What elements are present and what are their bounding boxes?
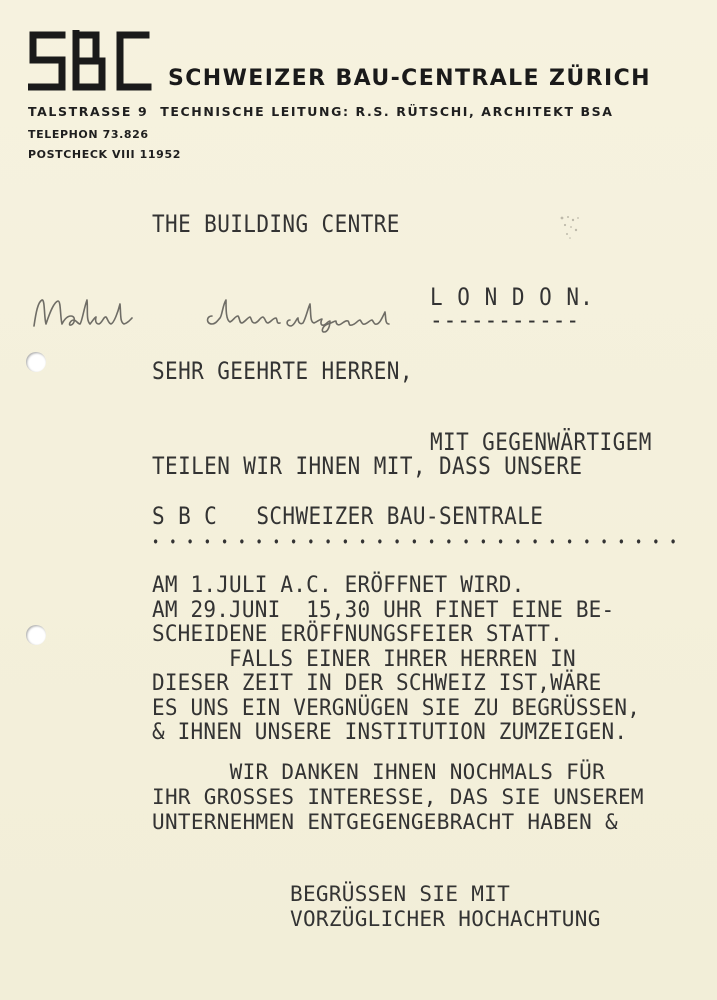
ink-smudge — [556, 212, 592, 242]
telephone: TELEPHON 73.826 — [28, 128, 149, 141]
punch-hole-bottom — [26, 625, 46, 645]
handwritten-note — [30, 290, 450, 335]
organisation-name: S B C SCHWEIZER BAU-SENTRALE — [152, 502, 544, 530]
city-underline: ----------- — [430, 306, 581, 334]
company-name: SCHWEIZER BAU-CENTRALE ZÜRICH — [168, 66, 651, 91]
paragraph-line: SCHEIDENE ERÖFFNUNGSFEIER STATT. — [152, 621, 563, 647]
recipient-name: THE BUILDING CENTRE — [152, 210, 400, 238]
paragraph-line: DIESER ZEIT IN DER SCHWEIZ IST,WÄRE — [152, 670, 602, 696]
body-line-2: TEILEN WIR IHNEN MIT, DASS UNSERE — [152, 452, 583, 480]
salutation: SEHR GEEHRTE HERREN, — [152, 357, 413, 385]
paragraph-line: & IHNEN UNSERE INSTITUTION ZUMZEIGEN. — [152, 719, 628, 745]
thanks-line: UNTERNEHMEN ENTGEGENGEBRACHT HABEN & — [152, 810, 618, 834]
paragraph-line: ES UNS EIN VERGNÜGEN SIE ZU BEGRÜSSEN, — [152, 694, 641, 720]
address-line — [28, 104, 614, 119]
closing — [290, 882, 601, 932]
postcheck: POSTCHECK VIII 11952 — [28, 148, 181, 161]
sbc-logo — [28, 30, 154, 92]
dotted-rule: • • • • • • • • • • • • • • • • • • • • • • • • • • • • • • • — [152, 534, 679, 551]
paragraph-line: AM 29.JUNI 15,30 UHR FINET EINE BE- — [152, 596, 615, 622]
paragraph-line: FALLS EINER IHRER HERREN IN — [152, 645, 576, 671]
technical-direction: TECHNISCHE LEITUNG: R.S. RÜTSCHI, ARCHITEKT BSA — [160, 104, 614, 119]
punch-hole-top — [26, 352, 46, 372]
paragraph-line: AM 1.JULI A.C. ERÖFFNET WIRD. — [152, 572, 525, 598]
closing-line: VORZÜGLICHER HOCHACHTUNG — [290, 907, 601, 931]
thanks-line: IHR GROSSES INTERESSE, DAS SIE UNSEREM — [152, 785, 644, 809]
thanks-line: WIR DANKEN IHNEN NOCHMALS FÜR — [152, 760, 606, 784]
recipient-city: L O N D O N. — [430, 283, 594, 311]
street-address: TALSTRASSE 9 — [28, 104, 149, 119]
opening-paragraph — [152, 572, 640, 744]
thanks-paragraph — [152, 760, 644, 835]
closing-line: BEGRÜSSEN SIE MIT — [290, 882, 511, 906]
body-line-1: MIT GEGENWÄRTIGEM — [430, 428, 652, 456]
